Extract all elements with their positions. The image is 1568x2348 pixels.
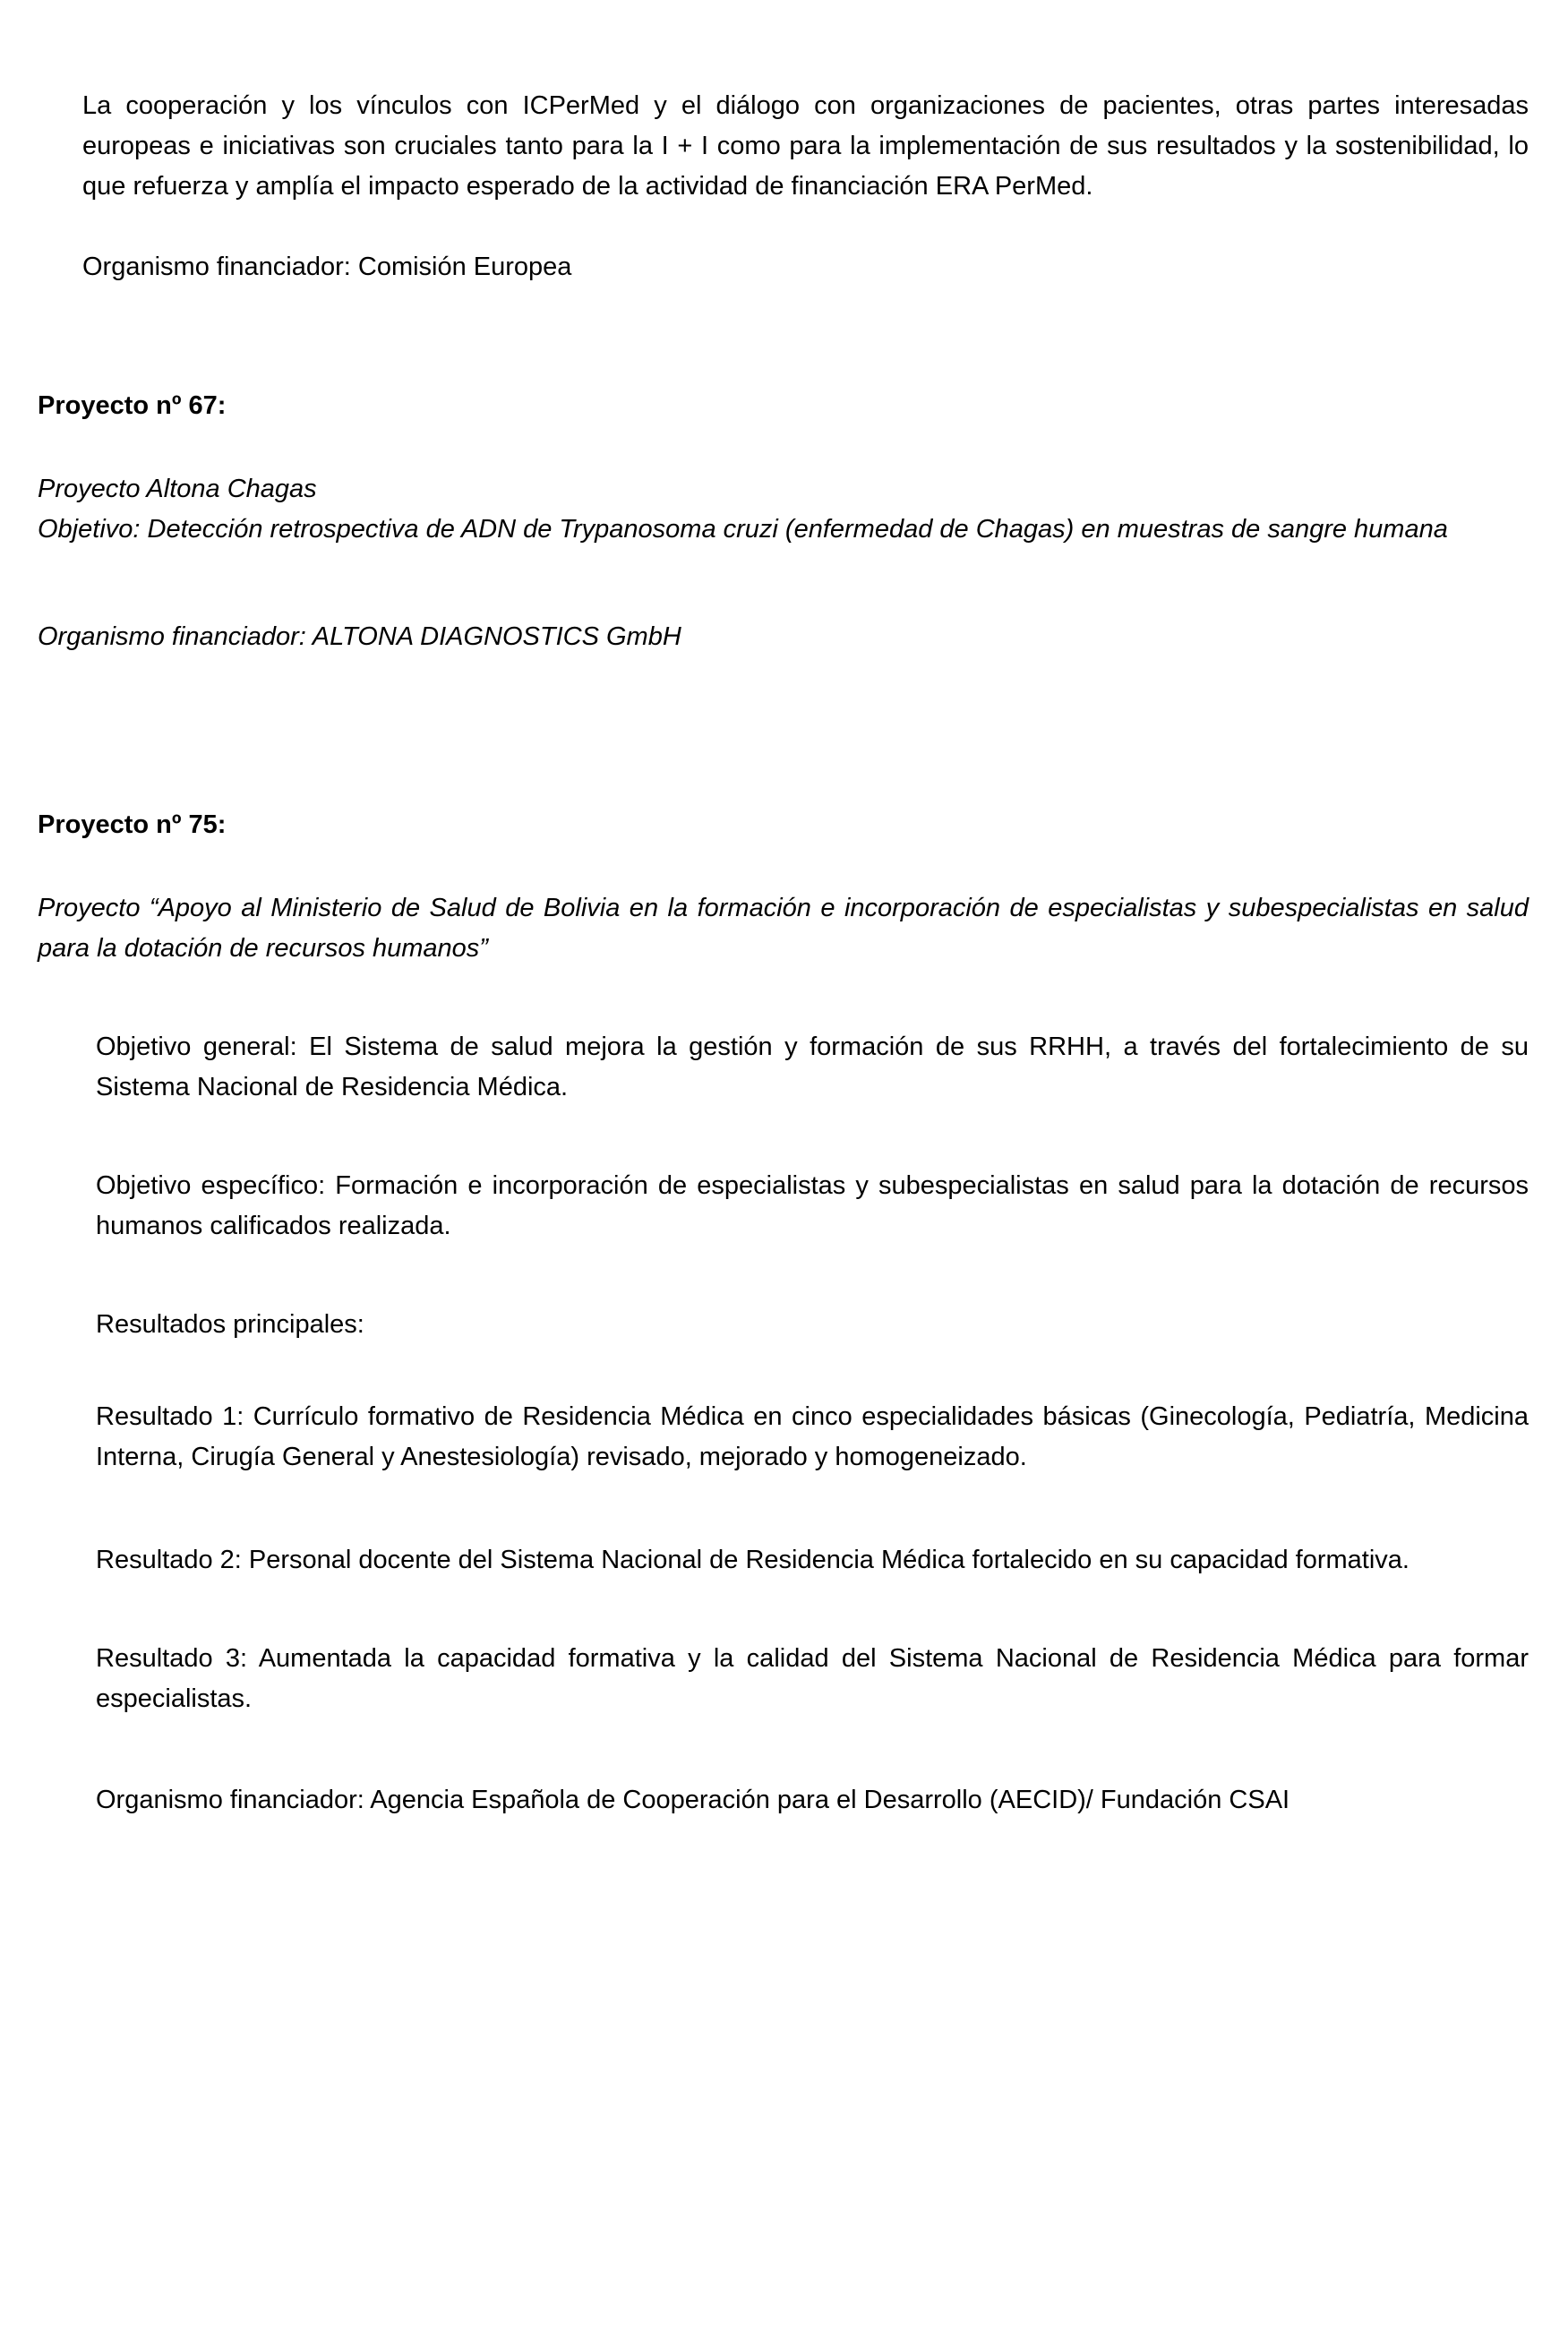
project-75-resultados-label: Resultados principales: <box>96 1310 364 1339</box>
project-75-heading: Proyecto nº 75: <box>38 810 227 839</box>
project-67-heading: Proyecto nº 67: <box>38 391 227 420</box>
project-67-funder-line: Organismo financiador: ALTONA DIAGNOSTICS GmbH <box>38 622 681 651</box>
project-67-objective: Objetivo: Detección retrospectiva de ADN de Trypanosoma cruzi (enfermedad de Chagas) en muestras de sangre humana <box>38 515 1448 544</box>
intro-paragraph: La cooperación y los vínculos con ICPerMed y el diálogo con organizaciones de pacientes, otras partes interesadas europeas e iniciativas son cruciales tanto para la I + I como para la implementación de sus resultados y la sostenibilidad, lo que refuerza y amplía el impacto esperado de la actividad de financiación ERA PerMed. <box>82 91 1529 201</box>
project-75-funder-line: Organismo financiador: Agencia Española de Cooperación para el Desarrollo (AECID)/ Fundación CSAI <box>96 1786 1290 1814</box>
project-75-resultado-1: Resultado 1: Currículo formativo de Residencia Médica en cinco especialidades básicas (Ginecología, Pediatría, Medicina Interna, Cirugía General y Anestesiología) revisado, mejorado y homogeneizado. <box>96 1402 1529 1471</box>
project-75-objective-general: Objetivo general: El Sistema de salud mejora la gestión y formación de sus RRHH, a través del fortalecimiento de su Sistema Nacional de Residencia Médica. <box>96 1033 1529 1101</box>
project-75-resultado-3: Resultado 3: Aumentada la capacidad formativa y la calidad del Sistema Nacional de Residencia Médica para formar especialistas. <box>96 1644 1529 1713</box>
project-75-title: Proyecto “Apoyo al Ministerio de Salud de Bolivia en la formación e incorporación de especialistas y subespecialistas en salud para la dotación de recursos humanos” <box>38 894 1529 963</box>
project-75-resultado-2: Resultado 2: Personal docente del Sistema Nacional de Residencia Médica fortalecido en su capacidad formativa. <box>96 1546 1409 1574</box>
project-67-title-line: Proyecto Altona Chagas <box>38 475 317 503</box>
intro-funder-line: Organismo financiador: Comisión Europea <box>82 253 572 281</box>
project-75-objective-especifico: Objetivo específico: Formación e incorporación de especialistas y subespecialistas en salud para la dotación de recursos humanos calificados realizada. <box>96 1171 1529 1240</box>
project-67-description <box>38 469 1529 550</box>
